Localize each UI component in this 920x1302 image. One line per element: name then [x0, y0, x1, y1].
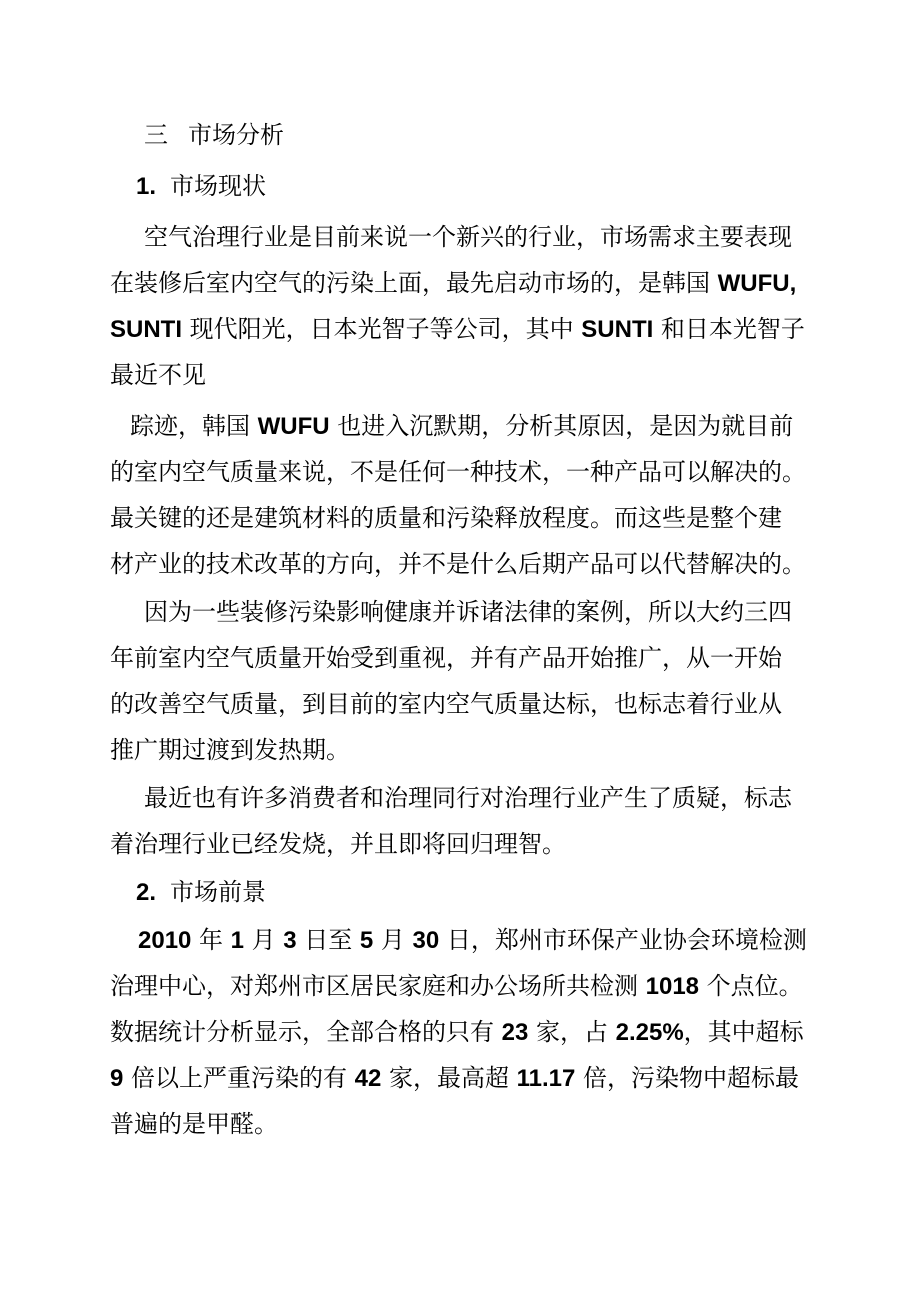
paragraph-line: SUNTI 现代阳光，日本光智子等公司，其中 SUNTI 和日本光智子: [110, 315, 805, 343]
paragraph-line: 踪迹，韩国 WUFU 也进入沉默期，分析其原因，是因为就目前: [130, 412, 794, 440]
paragraph-line: 的室内空气质量来说，不是任何一种技术，一种产品可以解决的。: [110, 458, 806, 486]
paragraph-line: 年前室内空气质量开始受到重视，并有产品开始推广，从一开始: [110, 644, 782, 672]
subsection-title-1: 市场现状: [170, 172, 266, 200]
paragraph-line: 9 倍以上严重污染的有 42 家，最高超 11.17 倍，污染物中超标最: [110, 1064, 799, 1092]
paragraph-line: 最关键的还是建筑材料的质量和污染释放程度。而这些是整个建: [110, 504, 782, 532]
paragraph-history: [110, 589, 814, 773]
subsection-heading-2: [110, 869, 814, 915]
document-page: [110, 112, 814, 1147]
subsection-number-2: 2.: [136, 879, 157, 906]
paragraph-line: 最近不见: [110, 361, 206, 389]
paragraph-market-status: [110, 214, 814, 398]
subsection-number-1: 1.: [136, 173, 157, 200]
section-number: 三: [144, 121, 168, 149]
paragraph-line: 数据统计分析显示，全部合格的只有 23 家，占 2.25%，其中超标: [110, 1018, 804, 1046]
paragraph-line: 着治理行业已经发烧，并且即将回归理智。: [110, 830, 566, 858]
subsection-title-2: 市场前景: [170, 878, 266, 906]
paragraph-line: 在装修后室内空气的污染上面，最先启动市场的，是韩国 WUFU,: [110, 269, 797, 297]
paragraph-line: 最近也有许多消费者和治理同行对治理行业产生了质疑，标志: [144, 784, 792, 812]
paragraph-doubt: [110, 775, 814, 867]
paragraph-line: 普遍的是甲醛。: [110, 1110, 278, 1138]
section-heading: [110, 112, 814, 158]
paragraph-line: 2010 年 1 月 3 日至 5 月 30 日，郑州市环保产业协会环境检测: [138, 926, 807, 954]
paragraph-trace: [110, 403, 814, 587]
paragraph-line: 治理中心，对郑州市区居民家庭和办公场所共检测 1018 个点位。: [110, 972, 803, 1000]
paragraph-line: 因为一些装修污染影响健康并诉诸法律的案例，所以大约三四: [144, 598, 792, 626]
section-title: 市场分析: [188, 121, 284, 149]
subsection-heading-1: [110, 163, 814, 209]
paragraph-market-outlook: [110, 917, 814, 1147]
paragraph-line: 空气治理行业是目前来说一个新兴的行业，市场需求主要表现: [144, 223, 792, 251]
paragraph-line: 推广期过渡到发热期。: [110, 736, 350, 764]
paragraph-line: 的改善空气质量，到目前的室内空气质量达标，也标志着行业从: [110, 690, 782, 718]
paragraph-line: 材产业的技术改革的方向，并不是什么后期产品可以代替解决的。: [110, 550, 806, 578]
